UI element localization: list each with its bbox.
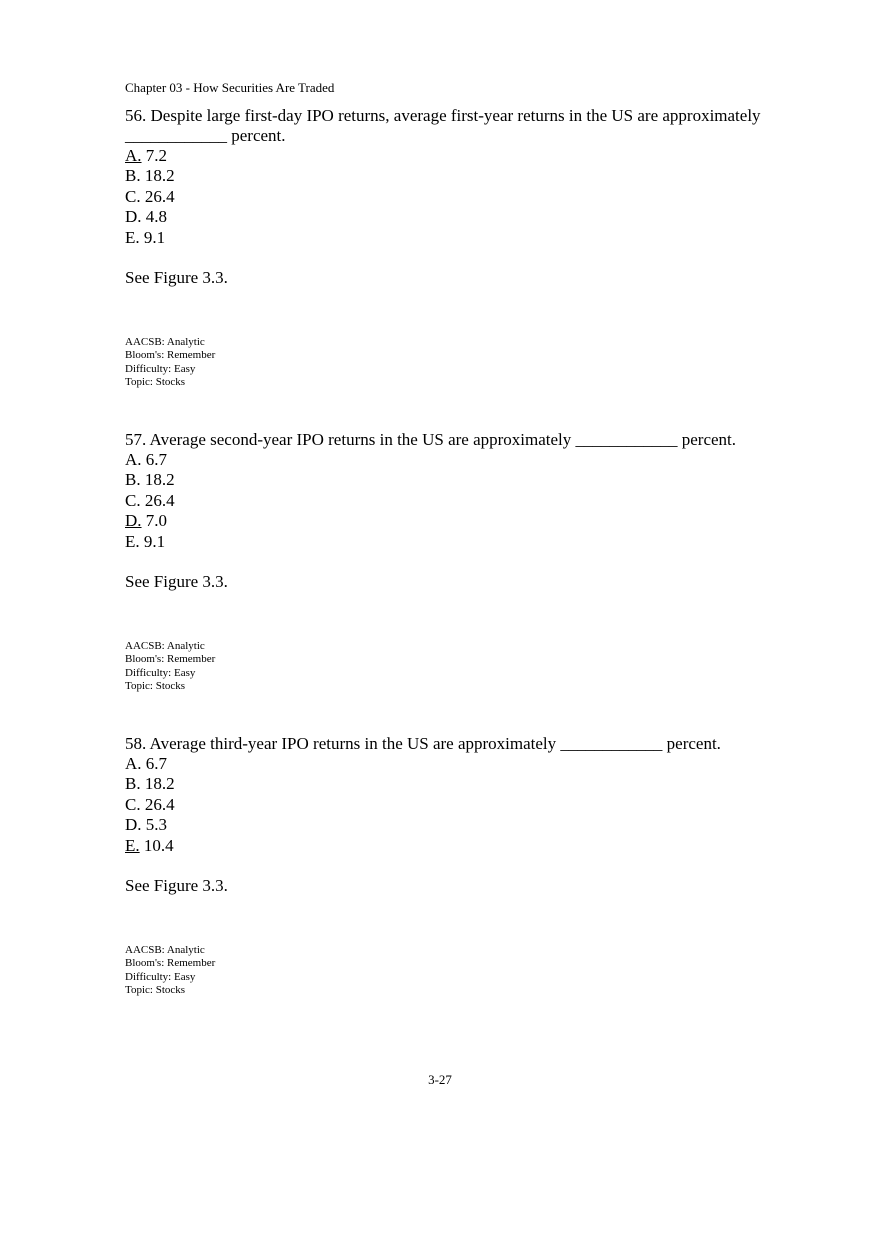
blooms-tag: Bloom's: Remember	[125, 349, 216, 362]
topic-tag: Topic: Stocks	[125, 984, 186, 997]
aacsb-tag: AACSB: Analytic	[125, 336, 205, 349]
option-value: 10.4	[143, 835, 174, 855]
answer-options	[125, 146, 805, 248]
option-d	[125, 815, 805, 835]
option-c	[125, 491, 805, 511]
question-text: 58. Average third-year IPO returns in the US are approximately ____________ percent.	[125, 734, 721, 753]
option-letter: B.	[125, 166, 141, 186]
option-letter: A.	[125, 754, 142, 773]
option-letter: B.	[125, 470, 141, 490]
topic-tag: Topic: Stocks	[125, 680, 186, 693]
option-c	[125, 187, 805, 207]
option-value: 6.7	[145, 754, 168, 773]
option-letter: E.	[125, 835, 140, 855]
difficulty-tag: Difficulty: Easy	[125, 970, 196, 983]
option-letter: C.	[125, 794, 141, 814]
option-letter: D.	[125, 815, 142, 835]
question-metadata	[125, 944, 805, 998]
page-number: 3-27	[428, 1072, 452, 1087]
aacsb-tag: AACSB: Analytic	[125, 944, 205, 957]
chapter-header: Chapter 03 - How Securities Are Traded	[125, 80, 335, 95]
option-value: 18.2	[144, 166, 175, 186]
option-b	[125, 470, 805, 490]
option-letter: B.	[125, 774, 141, 794]
question-58	[125, 734, 805, 998]
option-d	[125, 207, 805, 227]
difficulty-tag: Difficulty: Easy	[125, 362, 196, 375]
question-57	[125, 430, 805, 694]
option-letter: C.	[125, 186, 141, 206]
option-letter: E.	[125, 531, 140, 551]
option-value: 4.8	[145, 207, 168, 227]
blooms-tag: Bloom's: Remember	[125, 957, 216, 970]
option-letter: C.	[125, 490, 141, 510]
option-value: 9.1	[143, 227, 166, 247]
option-value: 26.4	[144, 794, 175, 814]
question-metadata	[125, 640, 805, 694]
option-value: 9.1	[143, 531, 166, 551]
answer-options	[125, 450, 805, 552]
option-c	[125, 795, 805, 815]
option-value: 7.2	[145, 146, 168, 165]
option-letter: A.	[125, 146, 142, 165]
option-a	[125, 754, 805, 774]
figure-reference: See Figure 3.3.	[125, 268, 228, 288]
option-value: 26.4	[144, 186, 175, 206]
question-text: 57. Average second-year IPO returns in the US are approximately ____________ percent.	[125, 430, 737, 449]
option-b	[125, 166, 805, 186]
figure-reference: See Figure 3.3.	[125, 876, 228, 896]
option-e	[125, 228, 805, 248]
option-letter: D.	[125, 207, 142, 227]
option-b	[125, 774, 805, 794]
blooms-tag: Bloom's: Remember	[125, 653, 216, 666]
option-a	[125, 146, 805, 166]
option-value: 5.3	[145, 815, 168, 835]
option-d	[125, 511, 805, 531]
option-value: 18.2	[144, 470, 175, 490]
figure-reference: See Figure 3.3.	[125, 572, 228, 592]
option-value: 6.7	[145, 450, 168, 469]
question-56	[125, 106, 805, 390]
option-e	[125, 532, 805, 552]
option-letter: D.	[125, 511, 142, 531]
answer-options	[125, 754, 805, 856]
topic-tag: Topic: Stocks	[125, 376, 186, 389]
option-value: 7.0	[145, 511, 168, 531]
aacsb-tag: AACSB: Analytic	[125, 640, 205, 653]
difficulty-tag: Difficulty: Easy	[125, 666, 196, 679]
option-value: 26.4	[144, 490, 175, 510]
option-a	[125, 450, 805, 470]
option-letter: E.	[125, 227, 140, 247]
option-letter: A.	[125, 450, 142, 469]
question-metadata	[125, 336, 805, 390]
question-text: 56. Despite large first-day IPO returns, average first-year returns in the US are approximately ____________ percent.	[125, 106, 761, 145]
option-value: 18.2	[144, 774, 175, 794]
option-e	[125, 836, 805, 856]
